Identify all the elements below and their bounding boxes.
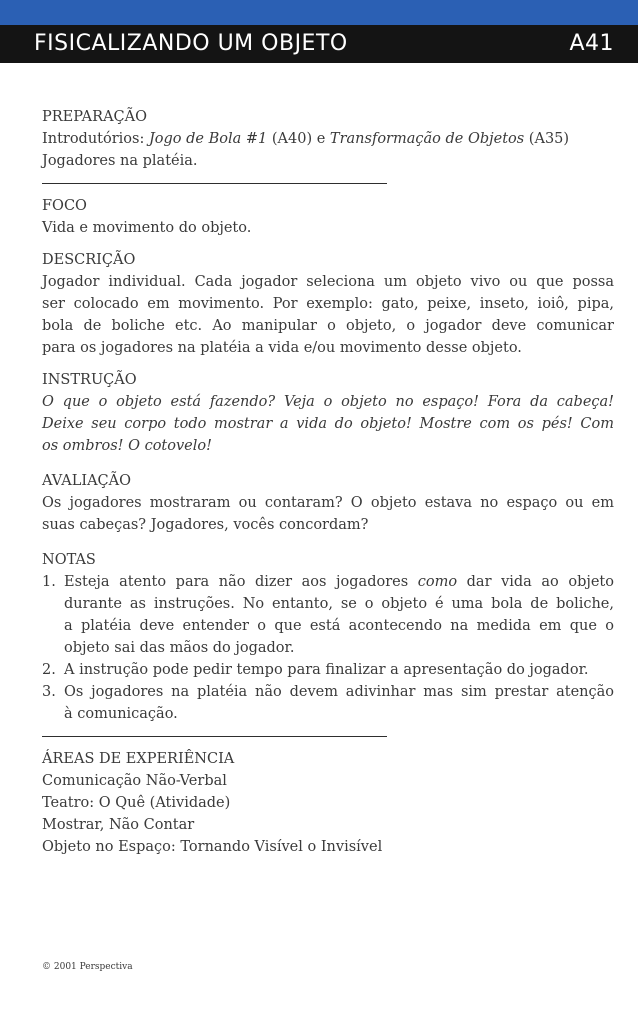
copyright-footer: © 2001 Perspectiva xyxy=(42,962,133,972)
title-bar xyxy=(0,25,638,63)
instrucao-line: Deixe seu corpo todo mostrar a vida do objeto! Mostre com os pés! Com xyxy=(42,416,614,432)
section-heading-preparacao: PREPARAÇÃO xyxy=(42,109,147,125)
section-heading-avaliacao: AVALIAÇÃO xyxy=(42,473,131,489)
page-title: FISICALIZANDO UM OBJETO xyxy=(34,31,348,56)
descricao-line: ser colocado em movimento. Por exemplo: gato, peixe, inseto, ioiô, pipa, xyxy=(42,296,614,312)
descricao-line: para os jogadores na platéia a vida e/ou movimento desse objeto. xyxy=(42,340,522,356)
note-line: objeto sai das mãos do jogador. xyxy=(64,640,295,656)
intro-prefix: Introdutórios: xyxy=(42,131,149,147)
avaliacao-line: Os jogadores mostraram ou contaram? O objeto estava no espaço ou em xyxy=(42,495,614,511)
section-preparacao xyxy=(42,106,614,172)
instrucao-line: os ombros! O cotovelo! xyxy=(42,438,212,454)
note-line-emphasis: como xyxy=(417,574,458,590)
intro-mid: (A40) e xyxy=(267,131,330,147)
note-line-post: dar vida ao objeto xyxy=(457,574,614,590)
note-line xyxy=(64,571,614,593)
section-notas xyxy=(42,549,614,725)
page-content xyxy=(42,106,614,858)
section-heading-notas: NOTAS xyxy=(42,552,96,568)
note-item xyxy=(42,681,614,725)
section-heading-foco: FOCO xyxy=(42,198,87,214)
section-heading-descricao: DESCRIÇÃO xyxy=(42,252,136,268)
note-line: à comunicação. xyxy=(64,706,178,722)
foco-text: Vida e movimento do objeto. xyxy=(42,220,252,236)
section-heading-instrucao: INSTRUÇÃO xyxy=(42,372,137,388)
game-code: A41 xyxy=(569,31,614,56)
note-line: A instrução pode pedir tempo para finalizar a apresentação do jogador. xyxy=(64,662,589,678)
top-color-band xyxy=(0,0,638,25)
note-number: 3. xyxy=(42,684,56,700)
intro-game-2: Transformação de Objetos xyxy=(329,131,525,147)
section-descricao xyxy=(42,249,614,359)
section-avaliacao xyxy=(42,470,614,536)
section-heading-areas: ÁREAS DE EXPERIÊNCIA xyxy=(42,751,235,767)
note-line: durante as instruções. No entanto, se o objeto é uma bola de boliche, xyxy=(64,596,614,612)
section-instrucao xyxy=(42,369,614,457)
note-number: 1. xyxy=(42,574,56,590)
note-line-pre: Esteja atento para não dizer aos jogadores xyxy=(64,574,418,590)
descricao-line: Jogador individual. Cada jogador seleciona um objeto vivo ou que possa xyxy=(42,274,614,290)
note-line: a platéia deve entender o que está acontecendo na medida em que o xyxy=(64,618,614,634)
preparacao-intro-line xyxy=(42,128,614,150)
area-item: Comunicação Não-Verbal xyxy=(42,773,227,789)
avaliacao-line: suas cabeças? Jogadores, vocês concordam? xyxy=(42,517,369,533)
note-item xyxy=(42,571,614,659)
intro-game-1: Jogo de Bola #1 xyxy=(148,131,268,147)
section-areas xyxy=(42,748,614,858)
area-item: Teatro: O Quê (Atividade) xyxy=(42,795,231,811)
section-foco xyxy=(42,195,614,239)
notes-list xyxy=(42,571,614,725)
area-item: Objeto no Espaço: Tornando Visível o Invisível xyxy=(42,839,383,855)
descricao-line: bola de boliche etc. Ao manipular o objeto, o jogador deve comunicar xyxy=(42,318,614,334)
area-item: Mostrar, Não Contar xyxy=(42,817,195,833)
note-text xyxy=(64,571,614,659)
note-item xyxy=(42,659,614,681)
note-text xyxy=(64,681,614,725)
note-text xyxy=(64,659,614,681)
preparacao-line-2: Jogadores na platéia. xyxy=(42,153,198,169)
divider-1 xyxy=(42,183,387,184)
note-number: 2. xyxy=(42,662,56,678)
divider-2 xyxy=(42,736,387,737)
note-line: Os jogadores na platéia não devem adivinhar mas sim prestar atenção xyxy=(64,684,614,700)
instrucao-line: O que o objeto está fazendo? Veja o objeto no espaço! Fora da cabeça! xyxy=(42,394,614,410)
intro-suffix: (A35) xyxy=(524,131,570,147)
